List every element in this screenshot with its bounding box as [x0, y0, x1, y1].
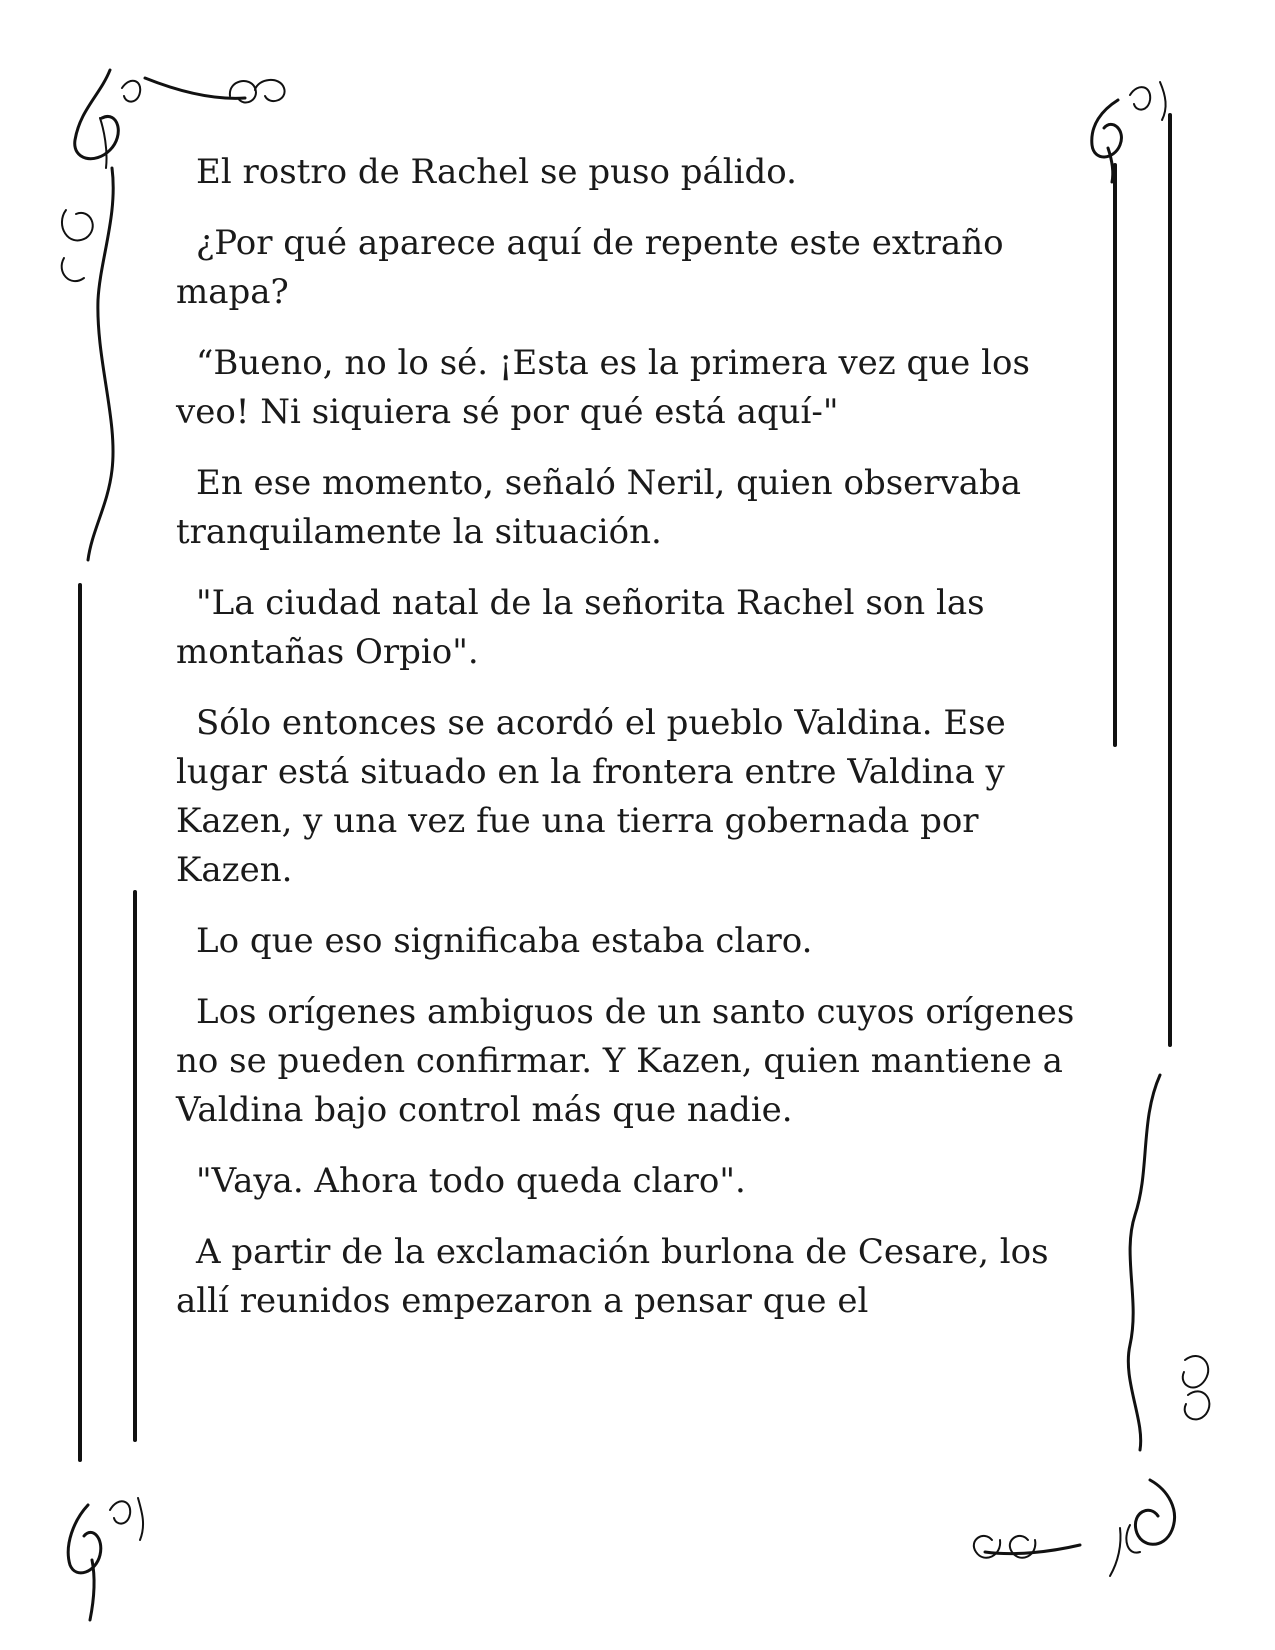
paragraph: A partir de la exclamación burlona de Cesare, los allí reunidos empezaron a pensar que el [176, 1232, 1049, 1321]
paragraph: En ese momento, señaló Neril, quien observaba tranquilamente la situación. [176, 463, 1022, 552]
paragraph: ¿Por qué aparece aquí de repente este extraño mapa? [176, 223, 1004, 312]
paragraph: "Vaya. Ahora todo queda claro". [196, 1161, 746, 1201]
paragraph: "La ciudad natal de la señorita Rachel son las montañas Orpio". [176, 583, 985, 672]
top-right-flourish [1092, 82, 1166, 182]
paragraph: Lo que eso significaba estaba claro. [196, 921, 813, 961]
paragraph: “Bueno, no lo sé. ¡Esta es la primera vez que los veo! Ni siquiera sé por qué está aquí-" [176, 343, 1030, 432]
bottom-left-flourish [68, 1498, 143, 1620]
page-text [176, 148, 1096, 1348]
paragraph: El rostro de Rachel se puso pálido. [196, 152, 797, 192]
paragraph: Los orígenes ambiguos de un santo cuyos orígenes no se pueden confirmar. Y Kazen, quien mantiene a Valdina bajo control más que nadie. [176, 992, 1075, 1130]
paragraph: Sólo entonces se acordó el pueblo Valdina. Ese lugar está situado en la frontera entre Valdina y Kazen, y una vez fue una tierra gobernada por Kazen. [176, 703, 1006, 890]
